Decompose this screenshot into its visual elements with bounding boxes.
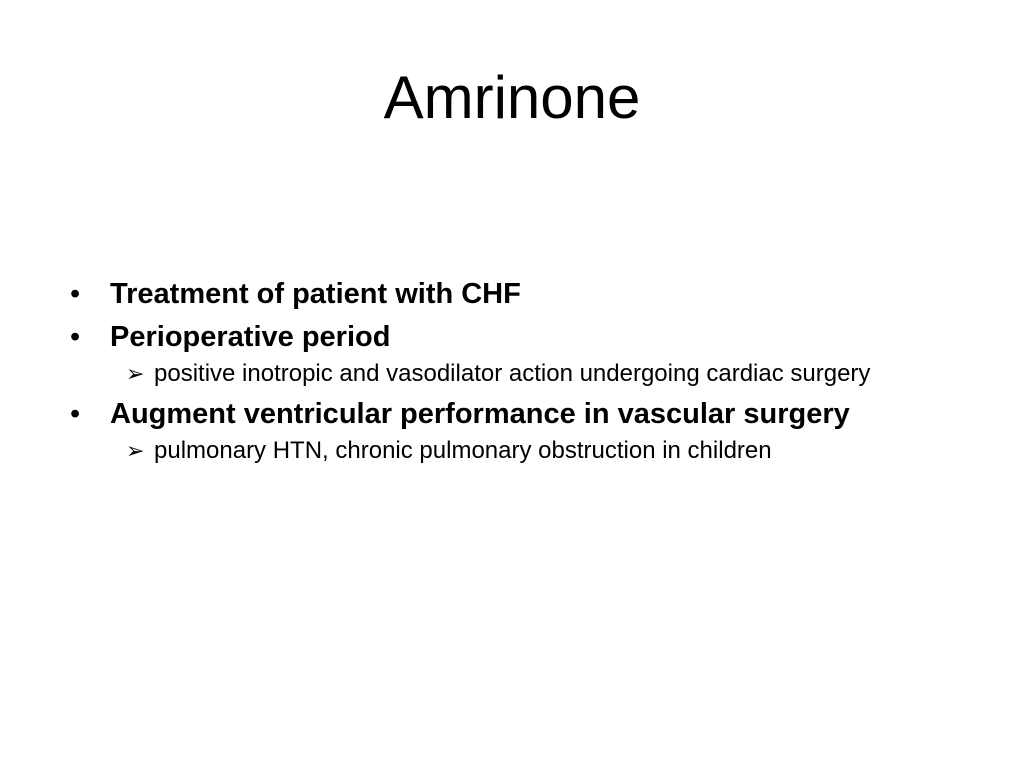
bullet-text: Augment ventricular performance in vascular surgery: [110, 398, 850, 430]
bullet-text: Treatment of patient with CHF: [110, 278, 521, 310]
bullet-dot-icon: •: [70, 278, 81, 310]
arrow-bullet-icon: ➢: [126, 438, 145, 463]
bullet-item: [70, 396, 950, 432]
bullet-item: [70, 319, 950, 355]
arrow-bullet-icon: ➢: [126, 361, 145, 386]
sub-bullet-text: positive inotropic and vasodilator action undergoing cardiac surgery: [154, 360, 871, 387]
sub-bullet-item: [70, 436, 914, 466]
bullet-dot-icon: •: [70, 321, 81, 353]
bullet-dot-icon: •: [70, 398, 81, 430]
bullet-text: Perioperative period: [110, 321, 391, 353]
bullet-list: [70, 276, 950, 466]
bullet-item: [70, 276, 950, 312]
slide-title: Amrinone: [383, 64, 641, 131]
sub-bullet-text: pulmonary HTN, chronic pulmonary obstruction in children: [154, 437, 772, 464]
sub-bullet-item: [70, 359, 914, 389]
